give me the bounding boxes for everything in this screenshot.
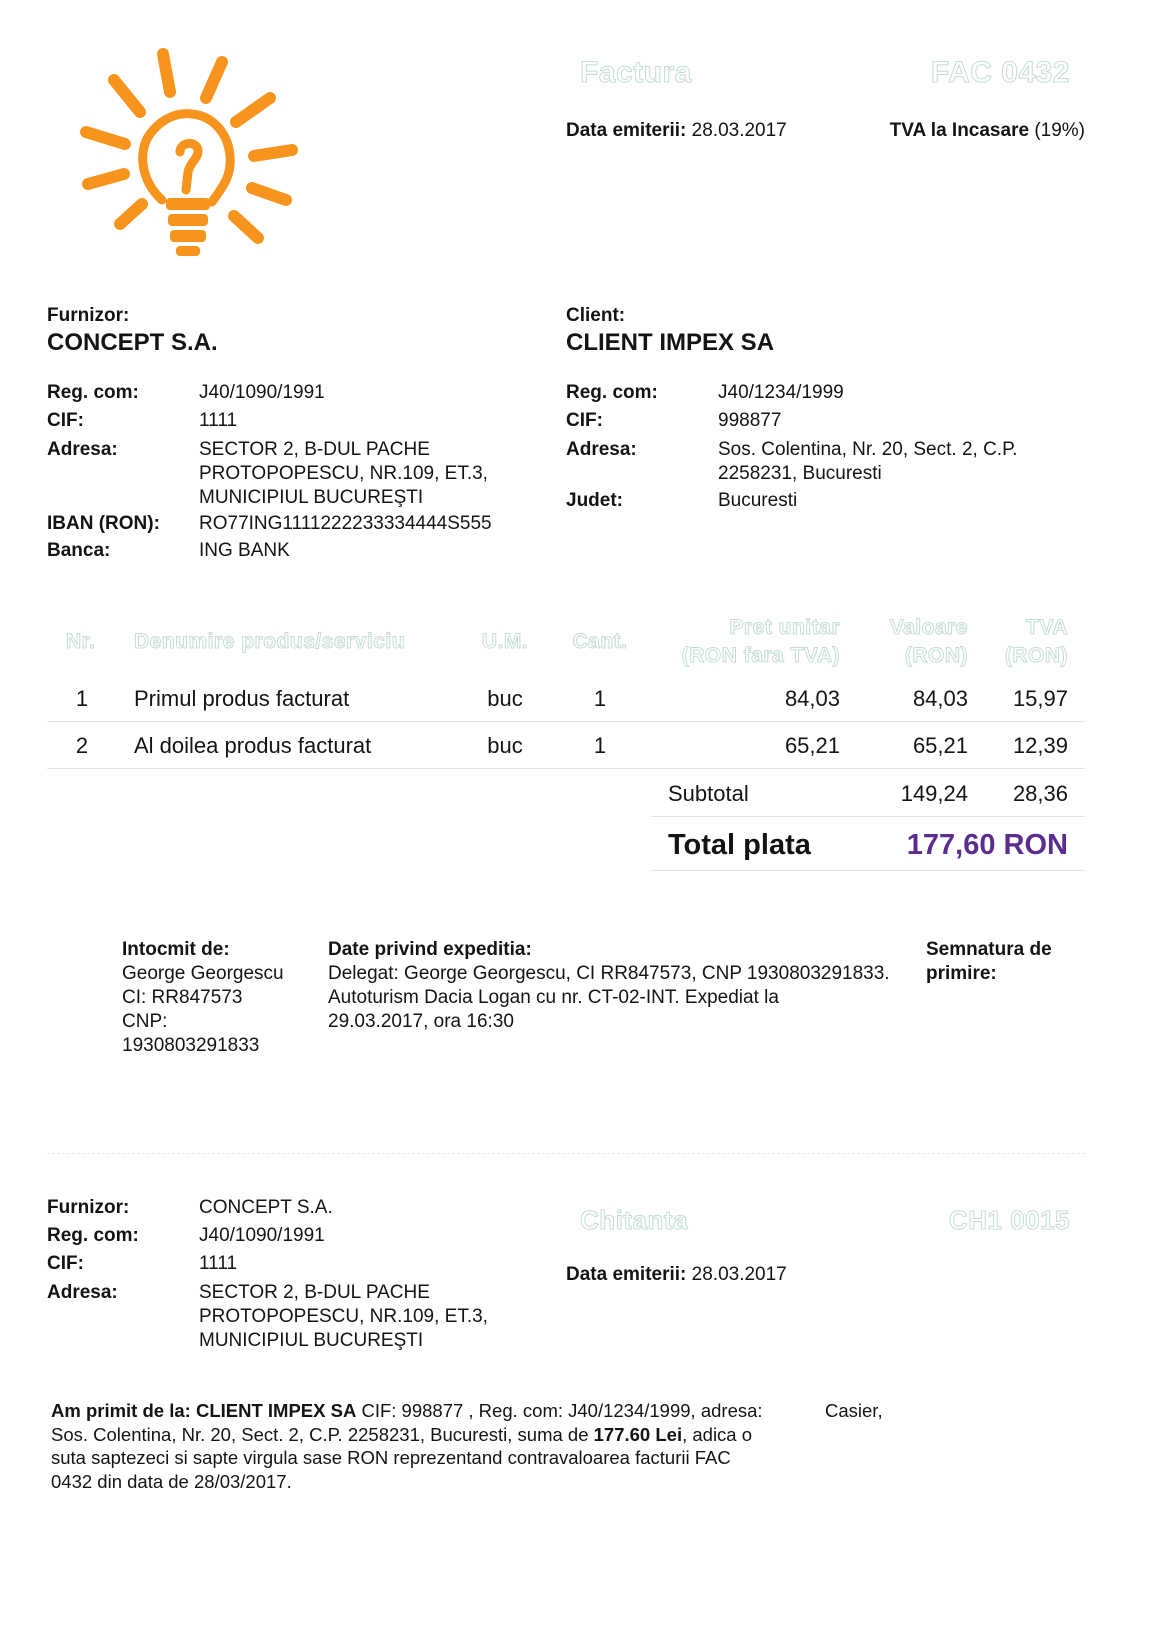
receipt-reg-label: Reg. com: bbox=[47, 1225, 139, 1246]
col-header-vat-line: (RON) bbox=[1004, 644, 1068, 667]
row-vat: 15,97 bbox=[1012, 686, 1068, 711]
subtotal-divider bbox=[651, 816, 1085, 817]
col-header-value bbox=[860, 614, 968, 670]
row-divider bbox=[47, 768, 1085, 769]
client-heading: Client: bbox=[566, 305, 626, 326]
receipt-text-part1: CIF: 998877 , Reg. com: J40/1234/1999, adresa: bbox=[361, 1400, 763, 1421]
client-reg-value: J40/1234/1999 bbox=[718, 382, 844, 403]
client-county-value: Bucuresti bbox=[718, 490, 798, 511]
signature-line: primire: bbox=[926, 963, 997, 984]
total-divider bbox=[651, 870, 1085, 871]
supplier-reg-label: Reg. com: bbox=[47, 382, 139, 403]
total-value: 177,60 RON bbox=[906, 829, 1068, 861]
receipt-text bbox=[51, 1399, 791, 1493]
invoice-title: Factura bbox=[580, 56, 692, 89]
col-header-value-line: (RON) bbox=[904, 644, 968, 667]
prepared-by-line: CI: RR847573 bbox=[122, 987, 243, 1008]
col-header-vat-line: TVA bbox=[1026, 616, 1068, 639]
supplier-address bbox=[199, 438, 488, 510]
receipt-address-line: SECTOR 2, B-DUL PACHE bbox=[199, 1282, 430, 1303]
supplier-bank-label: Banca: bbox=[47, 540, 111, 561]
row-name: Al doilea produs facturat bbox=[134, 733, 372, 758]
prepared-by-line: CNP: bbox=[122, 1011, 168, 1032]
row-vat: 12,39 bbox=[1012, 733, 1068, 758]
prepared-by-line: George Georgescu bbox=[122, 963, 284, 984]
client-address-line: 2258231, Bucuresti bbox=[718, 463, 882, 484]
receipt-address bbox=[199, 1281, 488, 1353]
receipt-text-line bbox=[51, 1423, 791, 1447]
col-header-qty: Cant. bbox=[572, 630, 628, 653]
supplier-address-line: SECTOR 2, B-DUL PACHE bbox=[199, 439, 430, 460]
supplier-cif-label: CIF: bbox=[47, 410, 84, 431]
col-header-um: U.M. bbox=[481, 630, 529, 653]
row-value: 84,03 bbox=[912, 686, 968, 711]
prepared-by-line: 1930803291833 bbox=[122, 1035, 260, 1056]
lightbulb-icon bbox=[70, 40, 310, 270]
col-header-nr: Nr. bbox=[66, 630, 96, 653]
supplier-address-line: PROTOPOPESCU, NR.109, ET.3, bbox=[199, 463, 488, 484]
supplier-iban-value: RO77ING1111222233334444S555 bbox=[199, 513, 492, 534]
row-price: 84,03 bbox=[784, 686, 840, 711]
receipt-address-line: PROTOPOPESCU, NR.109, ET.3, bbox=[199, 1306, 488, 1327]
vat-type bbox=[840, 119, 1085, 143]
receipt-cif-label: CIF: bbox=[47, 1253, 84, 1274]
vat-type-value: (19%) bbox=[1034, 120, 1085, 141]
shipping-line: Delegat: George Georgescu, CI RR847573, CNP 1930803291833. bbox=[328, 963, 890, 984]
col-header-price bbox=[640, 614, 840, 670]
receipt-date bbox=[566, 1263, 787, 1287]
total-label: Total plata bbox=[668, 829, 811, 861]
client-address-line: Sos. Colentina, Nr. 20, Sect. 2, C.P. bbox=[718, 439, 1018, 460]
row-divider bbox=[47, 721, 1085, 722]
invoice-date-value: 28.03.2017 bbox=[691, 120, 787, 141]
supplier-cif-value: 1111 bbox=[199, 410, 238, 431]
row-qty: 1 bbox=[593, 686, 607, 711]
vat-type-label: TVA la Incasare bbox=[889, 120, 1030, 141]
prepared-by-label: Intocmit de: bbox=[122, 939, 230, 960]
client-address bbox=[718, 438, 1018, 486]
row-um: buc bbox=[487, 686, 523, 711]
receipt-amount: 177.60 Lei bbox=[593, 1423, 683, 1445]
invoice-date bbox=[566, 119, 787, 143]
client-cif-value: 998877 bbox=[718, 410, 782, 431]
receipt-text-line2b: , adica o bbox=[682, 1423, 753, 1445]
client-county-label: Judet: bbox=[566, 490, 623, 511]
company-logo bbox=[70, 40, 310, 270]
row-name: Primul produs facturat bbox=[134, 686, 350, 711]
receipt-supplier-value: CONCEPT S.A. bbox=[199, 1197, 333, 1218]
client-reg-label: Reg. com: bbox=[566, 382, 658, 403]
client-name: CLIENT IMPEX SA bbox=[566, 329, 775, 356]
receipt-address-line: MUNICIPIUL BUCUREŞTI bbox=[199, 1330, 424, 1351]
receipt-text-line2a: Sos. Colentina, Nr. 20, Sect. 2, C.P. 2258231, Bucuresti, suma de bbox=[51, 1423, 589, 1445]
client-address-label: Adresa: bbox=[566, 439, 637, 460]
supplier-address-label: Adresa: bbox=[47, 439, 118, 460]
supplier-address-line: MUNICIPIUL BUCUREŞTI bbox=[199, 487, 424, 508]
col-header-name: Denumire produs/serviciu bbox=[134, 630, 406, 653]
row-qty: 1 bbox=[593, 733, 607, 758]
col-header-price-line: Pret unitar bbox=[729, 616, 840, 639]
shipping-line: Autoturism Dacia Logan cu nr. CT-02-INT. Expediat la bbox=[328, 987, 779, 1008]
receipt-text-line bbox=[51, 1399, 791, 1423]
shipping-details bbox=[328, 962, 890, 1034]
col-header-vat bbox=[990, 614, 1068, 670]
receipt-address-label: Adresa: bbox=[47, 1282, 118, 1303]
invoice-number: FAC 0432 bbox=[930, 56, 1070, 89]
supplier-name: CONCEPT S.A. bbox=[47, 329, 218, 356]
signature-line: Semnatura de bbox=[926, 939, 1052, 960]
row-price: 65,21 bbox=[784, 733, 840, 758]
invoice-date-label: Data emiterii: bbox=[566, 120, 687, 141]
row-um: buc bbox=[487, 733, 523, 758]
col-header-price-line: (RON fara TVA) bbox=[681, 644, 840, 667]
subtotal-vat: 28,36 bbox=[1012, 781, 1068, 806]
receipt-text-prefix: Am primit de la: bbox=[51, 1400, 191, 1421]
shipping-label: Date privind expeditia: bbox=[328, 939, 532, 960]
supplier-reg-value: J40/1090/1991 bbox=[199, 382, 325, 403]
prepared-by-details bbox=[122, 962, 284, 1058]
supplier-iban-label: IBAN (RON): bbox=[47, 513, 160, 534]
subtotal-value: 149,24 bbox=[900, 781, 968, 806]
client-cif-label: CIF: bbox=[566, 410, 603, 431]
receipt-cif-value: 1111 bbox=[199, 1253, 238, 1274]
receipt-text-client: CLIENT IMPEX SA bbox=[195, 1400, 357, 1421]
receipt-date-label: Data emiterii: bbox=[566, 1264, 687, 1285]
supplier-heading: Furnizor: bbox=[47, 305, 130, 326]
receipt-separator bbox=[47, 1153, 1085, 1154]
receipt-title: Chitanta bbox=[580, 1205, 688, 1235]
row-value: 65,21 bbox=[912, 733, 968, 758]
shipping-line: 29.03.2017, ora 16:30 bbox=[328, 1011, 514, 1032]
receipt-reg-value: J40/1090/1991 bbox=[199, 1225, 325, 1246]
receipt-supplier-label: Furnizor: bbox=[47, 1197, 130, 1218]
cashier-label: Casier, bbox=[825, 1400, 883, 1421]
subtotal-label: Subtotal bbox=[668, 781, 749, 806]
row-nr: 1 bbox=[75, 686, 89, 711]
row-nr: 2 bbox=[75, 733, 89, 758]
col-header-value-line: Valoare bbox=[889, 616, 968, 639]
receipt-text-line: 0432 din data de 28/03/2017. bbox=[51, 1470, 292, 1492]
receipt-date-value: 28.03.2017 bbox=[691, 1264, 787, 1285]
receipt-number: CH1 0015 bbox=[948, 1205, 1070, 1235]
signature-label bbox=[926, 938, 1052, 986]
supplier-bank-value: ING BANK bbox=[199, 540, 290, 561]
receipt-text-line: suta saptezeci si sapte virgula sase RON reprezentand contravaloarea facturii FAC bbox=[51, 1447, 731, 1468]
